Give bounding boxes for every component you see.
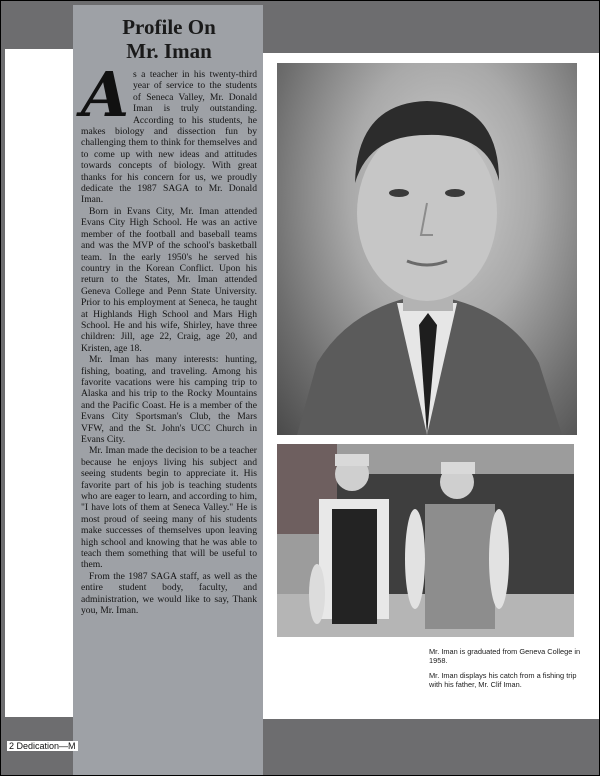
fishing-photo: [277, 444, 574, 637]
caption-fishing: Mr. Iman displays his catch from a fishing trip with his father, Mr. Clif Iman.: [429, 671, 577, 689]
portrait-illustration: [277, 63, 577, 435]
title-line-1: Profile On: [122, 15, 216, 39]
drop-cap-letter: A: [81, 58, 130, 131]
paragraph-5: From the 1987 SAGA staff, as well as the entire student body, faculty, and administration, we would like to say, Thank you, Mr. Iman.: [81, 570, 257, 617]
photo-captions: [429, 647, 589, 695]
article-body: [81, 58, 257, 617]
portrait-photo: [277, 63, 577, 435]
article-title: [81, 15, 257, 63]
paragraph-1-text: s a teacher in his twenty-third year of service to the students of Seneca Valley, Mr. Donald Iman is truly outstanding. According to his students, he makes biology and dissection fun by challenging them to think for themselves and to come up with new ideas and attitudes towards concepts of biology. With great thanks for his concern for us, we proudly dedicate the 1987 SAGA to Mr. Donald Iman.: [81, 69, 257, 206]
article-column: [81, 15, 257, 617]
paragraph-1: [81, 58, 257, 206]
page-footer: 2 Dedication—M: [9, 741, 76, 751]
paragraph-3: Mr. Iman has many interests: hunting, fishing, boating, and traveling. Among his favorite vacations were his camping trip to Alaska and his trip to the Rocky Mountains and the Pacific Coast. He is a member of the Evans City Sportsman's Club, the Mars VFW, and the St. John's UCC Church in Evans City.: [81, 354, 257, 445]
left-margin-panel: [5, 49, 73, 717]
caption-portrait: Mr. Iman is graduated from Geneva College in 1958.: [429, 647, 581, 665]
paragraph-2: Born in Evans City, Mr. Iman attended Evans City High School. He was an active member of the football and baseball teams and was the MVP of the school's basketball team. In the early 1950's he served his country in the Korean Conflict. Upon his return to the States, Mr. Iman attended Geneva College and Penn State University. Prior to his employment at Seneca, he taught at Highlands High School and Mars High School. He and his wife, Shirley, have three children: Jill, age 22, Craig, age 20, and Kristen, age 18.: [81, 205, 257, 354]
paragraph-4: Mr. Iman made the decision to be a teacher because he enjoys living his subject and seeing students begin to appreciate it. His favorite part of his job is teaching students who are eager to learn, and according to him, "I have lots of them at Seneca Valley." He is most proud of seeing many of his students make successes of themselves upon leaving high school and knowing that he was able to teach them something that will be useful to them.: [81, 445, 257, 571]
fishing-illustration: [277, 444, 574, 637]
title-line-2: Mr. Iman: [126, 39, 212, 63]
